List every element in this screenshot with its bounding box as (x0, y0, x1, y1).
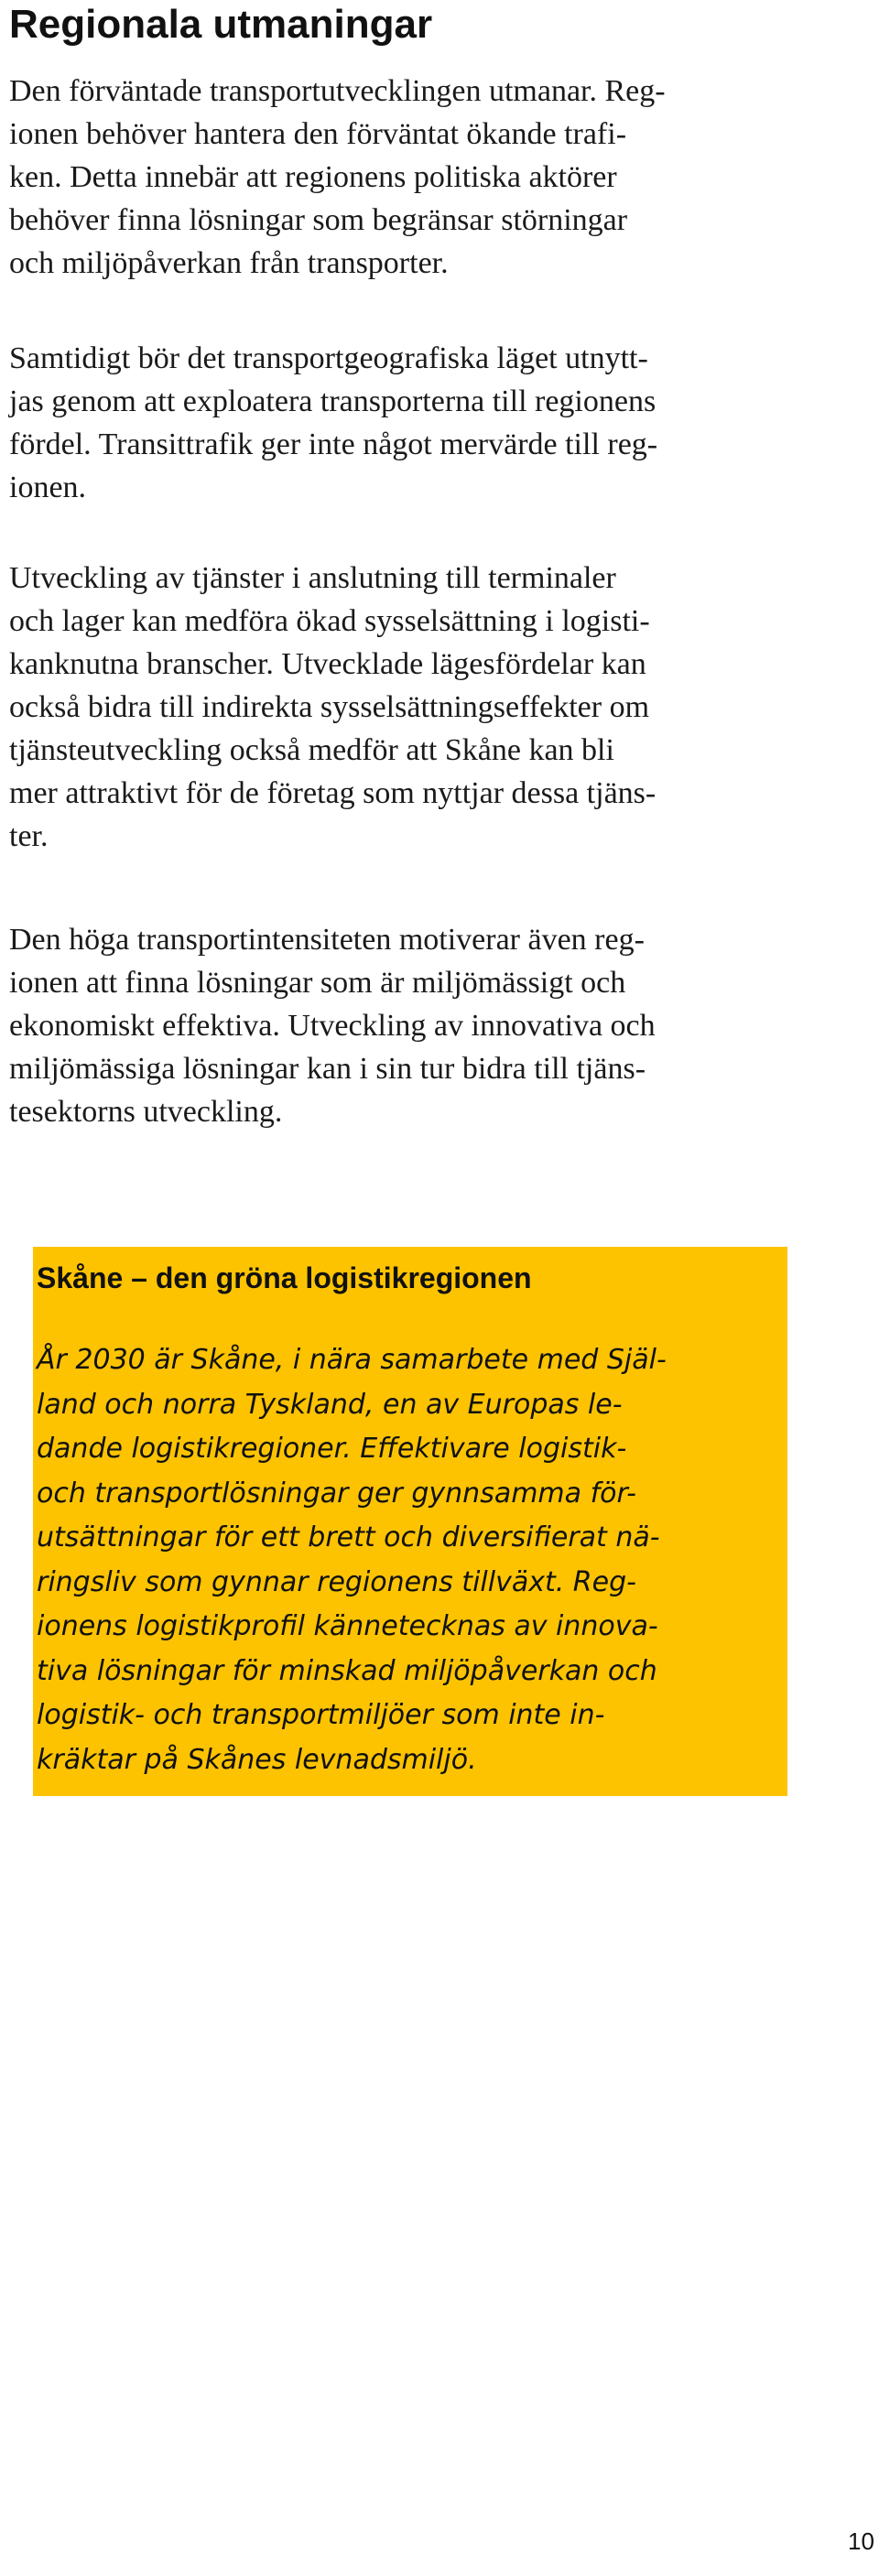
callout-line: utsättningar för ett brett och diversifierat nä- (37, 1521, 660, 1553)
paragraph-line: ionen behöver hantera den förväntat ökande trafi- (9, 117, 627, 151)
paragraph-line: ter. (9, 819, 49, 853)
paragraph-line: ken. Detta innebär att regionens politiska aktörer (9, 160, 617, 194)
callout-line: och transportlösningar ger gynnsamma för- (37, 1477, 637, 1510)
paragraph-4 (9, 918, 833, 1133)
callout-line: År 2030 är Skåne, i nära samarbete med Själ- (37, 1344, 667, 1376)
paragraph-line: ionen att finna lösningar som är miljömässigt och (9, 966, 626, 1000)
paragraph-line: mer attraktivt för de företag som nyttjar dessa tjäns- (9, 776, 657, 810)
paragraph-line: Utveckling av tjänster i anslutning till terminaler (9, 561, 616, 595)
paragraph-1 (9, 70, 833, 285)
callout-line: ringsliv som gynnar regionens tillväxt. Reg- (37, 1565, 636, 1598)
callout-body (37, 1338, 784, 1782)
vision-callout-box (33, 1247, 787, 1796)
callout-heading: Skåne – den gröna logistikregionen (37, 1261, 532, 1294)
page-title: Regionala utmaningar (9, 2, 433, 47)
paragraph-line: Den förväntade transportutvecklingen utmanar. Reg- (9, 74, 666, 108)
paragraph-line: ionen. (9, 471, 87, 504)
paragraph-line: ekonomiskt effektiva. Utveckling av innovativa och (9, 1009, 656, 1043)
paragraph-line: fördel. Transittrafik ger inte något mervärde till reg- (9, 428, 658, 461)
callout-line: tiva lösningar för minskad miljöpåverkan och (37, 1654, 657, 1687)
paragraph-line: tjänsteutveckling också medför att Skåne kan bli (9, 733, 614, 767)
paragraph-line: kanknutna branscher. Utvecklade lägesfördelar kan (9, 647, 646, 681)
callout-line: logistik- och transportmiljöer som inte in- (37, 1699, 605, 1731)
page-number: 10 (848, 2527, 874, 2555)
paragraph-line: behöver finna lösningar som begränsar störningar (9, 203, 628, 237)
paragraph-line: och miljöpåverkan från transporter. (9, 246, 449, 280)
callout-line: ionens logistikprofil kännetecknas av innova- (37, 1610, 658, 1642)
paragraph-line: jas genom att exploatera transporterna till regionens (9, 384, 657, 418)
callout-line: land och norra Tyskland, en av Europas le- (37, 1388, 623, 1421)
paragraph-2 (9, 337, 833, 509)
paragraph-line: också bidra till indirekta sysselsättningseffekter om (9, 690, 650, 724)
paragraph-line: Samtidigt bör det transportgeografiska läget utnytt- (9, 341, 648, 375)
paragraph-line: miljömässiga lösningar kan i sin tur bidra till tjäns- (9, 1052, 646, 1086)
paragraph-line: och lager kan medföra ökad sysselsättning i logisti- (9, 604, 650, 638)
paragraph-line: Den höga transportintensiteten motiverar även reg- (9, 923, 645, 957)
callout-line: kräktar på Skånes levnadsmiljö. (37, 1743, 477, 1776)
callout-line: dande logistikregioner. Effektivare logistik- (37, 1433, 627, 1465)
paragraph-line: tesektorns utveckling. (9, 1095, 283, 1129)
paragraph-3 (9, 557, 833, 858)
